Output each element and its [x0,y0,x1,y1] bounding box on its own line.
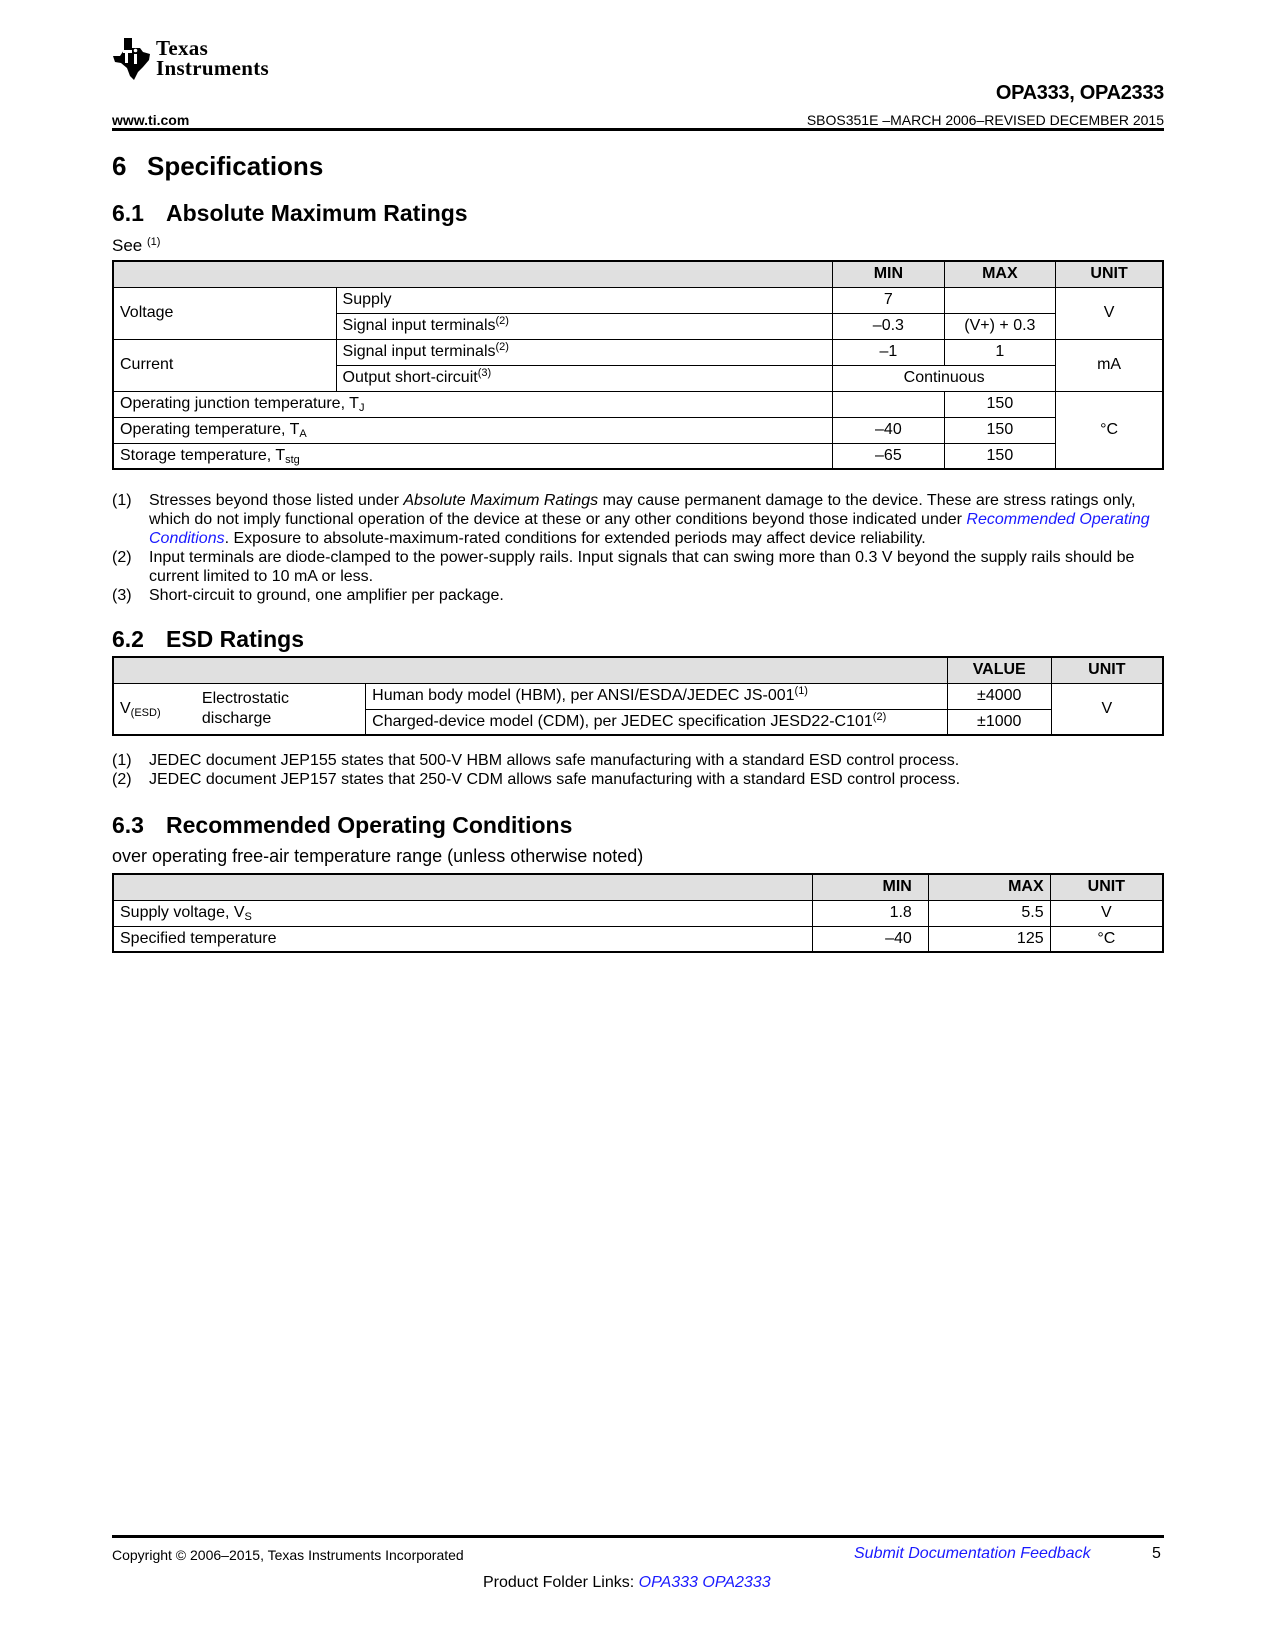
param-text: Signal input terminals [342,317,496,334]
footnote-text [149,491,1168,548]
symbol-text: V [120,699,131,717]
esd-description [196,683,366,735]
esd-symbol [113,683,196,735]
footnote [112,770,1168,789]
footnote-number: (3) [112,587,132,604]
table-row [113,339,1163,365]
table-row [113,900,1163,926]
footnote-ref[interactable]: (2) [872,710,887,723]
tstg-min: –65 [833,443,945,469]
supply-max [944,287,1056,313]
header-unit: UNIT [1056,261,1163,287]
section-number: 6.2 [112,626,144,652]
param-subscript: stg [285,453,300,466]
header-min: MIN [812,874,928,900]
param-subscript: J [358,402,365,414]
current-max: 1 [944,339,1056,365]
logo-line2: Instruments [156,56,269,80]
table-row [113,391,1163,417]
param-operating-temp [113,417,833,443]
footnote-number: (2) [112,549,132,566]
table-header-row [113,657,1163,683]
esd-model-cdm [366,709,948,735]
header-unit: UNIT [1051,657,1163,683]
opa333-link[interactable]: OPA333 [638,1574,698,1591]
footnote-italic: Absolute Maximum Ratings [403,492,599,509]
table-row [113,287,1163,313]
short-value: Continuous [833,365,1056,391]
footnote-number: (2) [112,771,132,788]
section-heading-esd [112,626,304,653]
specified-temp-unit: °C [1050,926,1163,952]
table-row [113,443,1163,469]
website-link[interactable]: www.ti.com [112,112,190,128]
param-text: Signal input terminals [342,343,496,360]
header-unit: UNIT [1050,874,1163,900]
header-blank [113,874,812,900]
section-number: 6.3 [112,812,144,838]
section-heading-specifications [112,151,323,182]
supply-voltage-min: 1.8 [812,900,928,926]
param-supply-voltage [113,900,812,926]
ti-logo [112,36,312,82]
desc-line1: Electrostatic [201,689,290,707]
ta-min: –40 [833,417,945,443]
signal-max: (V+) + 0.3 [944,313,1056,339]
param-text: Operating junction temperature, T [120,395,359,412]
table-header-row [113,261,1163,287]
opa2333-link[interactable]: OPA2333 [702,1574,771,1591]
header-rule [112,128,1164,131]
footnote-ref[interactable]: (3) [477,367,492,379]
ti-texas-map-icon [112,36,152,82]
ta-max: 150 [944,417,1056,443]
voltage-unit: V [1056,287,1163,339]
hbm-value: ±4000 [947,683,1051,709]
see-note [112,236,160,256]
supply-voltage-max: 5.5 [928,900,1050,926]
model-text: Charged-device model (CDM), per JEDEC specification JESD22-C101 [372,712,873,730]
symbol-subscript: (ESD) [130,706,161,719]
footnote-text: Short-circuit to ground, one amplifier per package. [149,587,504,604]
footnote-ref[interactable]: (2) [495,341,509,353]
current-unit: mA [1056,339,1163,391]
table-row [113,926,1163,952]
section-number: 6.1 [112,200,144,226]
copyright: Copyright © 2006–2015, Texas Instruments Incorporated [112,1547,464,1563]
footnote-number: (1) [112,492,132,509]
submit-feedback-link[interactable]: Submit Documentation Feedback [854,1545,1091,1562]
esd-model-hbm [366,683,948,709]
footnote-text: Input terminals are diode-clamped to the power-supply rails. Input signals that can swing more than 0.3 V beyond the supply rails should be current limited to 10 mA or less. [149,549,1135,585]
recommended-conditions-table [112,873,1164,953]
footnote-ref[interactable]: (2) [495,315,509,327]
esd-unit: V [1051,683,1163,735]
param-subscript: A [299,428,307,440]
current-min: –1 [833,339,945,365]
table-row [113,417,1163,443]
section-title: Absolute Maximum Ratings [166,200,468,226]
param-signal-input-voltage [336,313,833,339]
supply-voltage-unit: V [1050,900,1163,926]
param-text: Specified temperature [120,929,277,947]
temp-unit: °C [1056,391,1163,469]
footnote-ref[interactable]: (1) [794,685,808,697]
param-text: Output short-circuit [342,369,478,386]
section-heading-abs-max [112,200,468,227]
param-junction-temp [113,391,833,417]
table-header-row [113,874,1163,900]
footnote-text-part: . Exposure to absolute-maximum-rated conditions for extended periods may affect device reliability. [224,530,926,547]
supply-min: 7 [833,287,945,313]
see-text: See [112,236,143,255]
header-max: MAX [944,261,1056,287]
product-folder-links [483,1574,771,1592]
current-label: Current [113,339,336,391]
header-blank [113,657,947,683]
desc-line2: discharge [201,709,272,727]
param-supply: Supply [336,287,833,313]
tj-min [833,391,945,417]
abs-max-ratings-table [112,260,1164,470]
footnote [112,586,1168,605]
footnote-ref[interactable]: (1) [146,236,161,248]
param-text: Operating temperature, T [120,421,300,438]
header-max: MAX [928,874,1050,900]
footnote-number: (1) [112,752,132,769]
header-min: MIN [833,261,945,287]
footer-rule [112,1535,1164,1538]
param-storage-temp [113,443,833,469]
footnote [112,548,1168,586]
param-subscript: S [244,911,252,923]
param-specified-temp [113,926,812,952]
voltage-label: Voltage [113,287,336,339]
section-title: Recommended Operating Conditions [166,812,573,838]
model-text: Human body model (HBM), per ANSI/ESDA/JEDEC JS-001 [372,687,795,704]
footnote-text-part: may cause permanent damage to the device. These are stress ratings only, which do not imply functional operation of the device at these or any other conditions beyond those indicated under [149,492,1136,528]
footnote-text-part: Stresses beyond those listed under [149,492,404,509]
section-heading-roc [112,812,572,839]
header-value: VALUE [947,657,1051,683]
header-blank [113,261,833,287]
specified-temp-max: 125 [928,926,1050,952]
section-title: Specifications [147,151,324,181]
param-text: Storage temperature, T [120,446,286,464]
param-output-short [336,365,833,391]
logo-line1: Texas [156,36,209,60]
specified-temp-min: –40 [812,926,928,952]
part-numbers: OPA333, OPA2333 [995,82,1164,104]
param-text: Supply voltage, V [120,904,245,921]
tstg-max: 150 [944,443,1056,469]
folder-label: Product Folder Links: [483,1574,635,1591]
footnote-text: JEDEC document JEP155 states that 500-V HBM allows safe manufacturing with a standard ESD control process. [149,752,960,769]
page-number: 5 [1152,1545,1161,1562]
tj-max: 150 [944,391,1056,417]
abs-max-footnotes [112,491,1168,605]
esd-ratings-table [112,656,1164,736]
recommended-conditions-link[interactable]: Recommended Operating Conditions [149,511,1150,547]
footnote-text: JEDEC document JEP157 states that 250-V CDM allows safe manufacturing with a standard ESD control process. [149,771,961,788]
document-id: SBOS351E –MARCH 2006–REVISED DECEMBER 2015 [806,112,1164,128]
param-signal-input-current [336,339,833,365]
roc-condition: over operating free-air temperature range (unless otherwise noted) [112,846,644,866]
table-row [113,683,1163,709]
footnote [112,491,1168,548]
signal-min: –0.3 [833,313,945,339]
esd-footnotes [112,751,1168,789]
section-number: 6 [112,151,127,181]
footnote [112,751,1168,770]
section-title: ESD Ratings [166,626,305,652]
cdm-value: ±1000 [947,709,1051,735]
